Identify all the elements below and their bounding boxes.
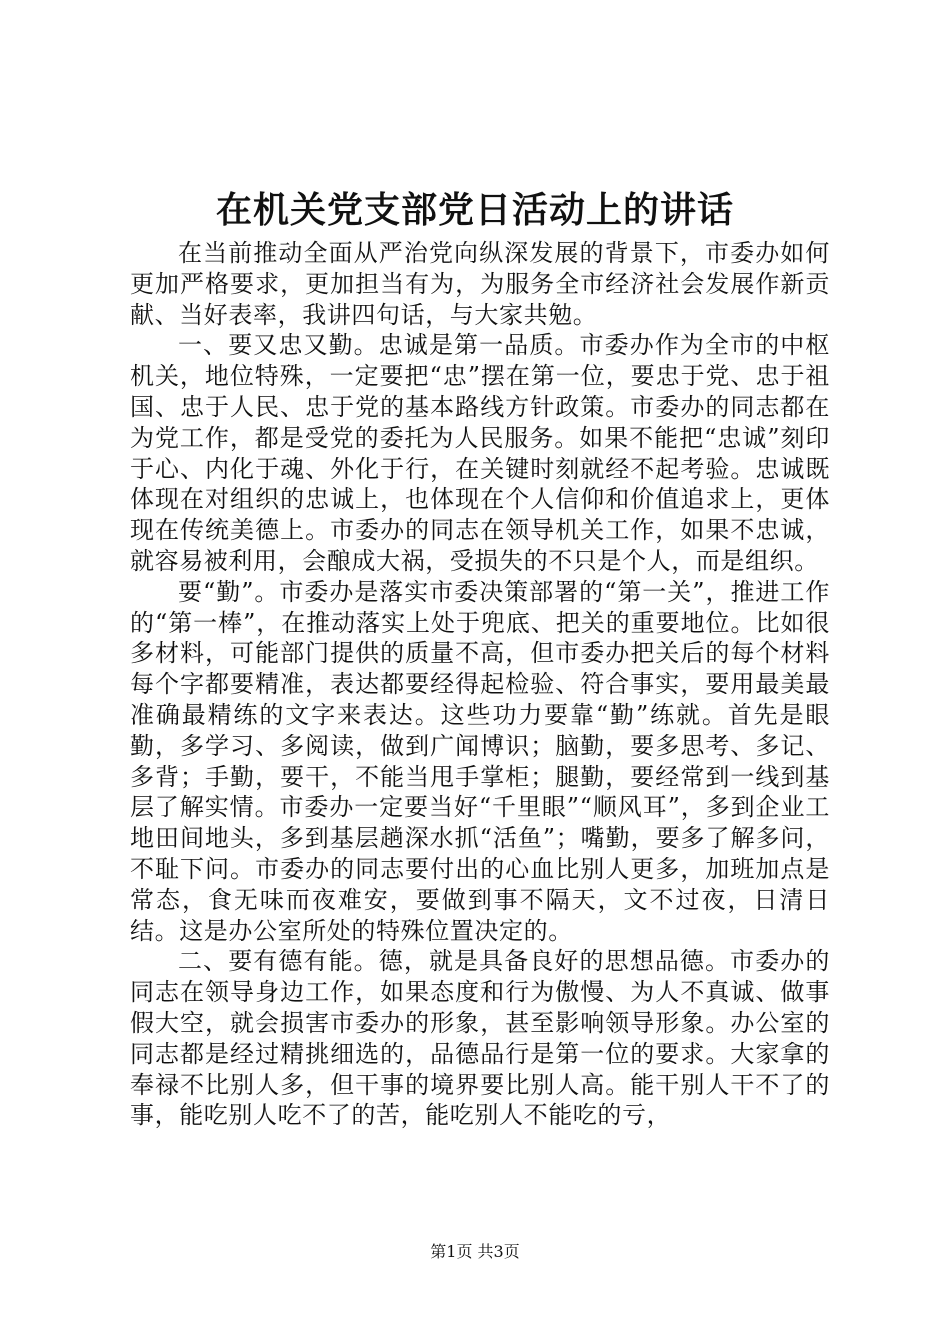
paragraph-virtue-ability: 二、要有德有能。德，就是具备良好的思想品德。市委办的同志在领导身边工作，如果态度和行为傲慢、为人不真诚、做事假大空，就会损害市委办的形象，甚至影响领导形象。办公室的同志都是经过精挑细选的，品德品行是第一位的要求。大家拿的奉禄不比别人多，但干事的境界要比别人高。能干别人干不了的事，能吃别人吃不了的苦，能吃别人不能吃的亏， <box>130 947 830 1130</box>
paragraph-diligence: 要“勤”。市委办是落实市委决策部署的“第一关”，推进工作的“第一棒”，在推动落实上处于兜底、把关的重要地位。比如很多材料，可能部门提供的质量不高，但市委办把关后的每个材料每个字都要精准，表达都要经得起检验、符合事实，要用最美最准确最精练的文字来表达。这些功力要靠“勤”练就。首先是眼勤，多学习、多阅读，做到广闻博识；脑勤，要多思考、多记、多背；手勤，要干，不能当甩手掌柜；腿勤，要经常到一线到基层了解实情。市委办一定要当好“千里眼”“顺风耳”，多到企业工地田间地头，多到基层趟深水抓“活鱼”；嘴勤，要多了解多问，不耻下问。市委办的同志要付出的心血比别人更多，加班加点是常态，食无味而夜难安，要做到事不隔天，文不过夜，日清日结。这是办公室所处的特殊位置决定的。 <box>130 577 830 945</box>
paragraph-loyalty: 一、要又忠又勤。忠诚是第一品质。市委办作为全市的中枢机关，地位特殊，一定要把“忠”摆在第一位，要忠于党、忠于祖国、忠于人民、忠于党的基本路线方针政策。市委办的同志都在为党工作，都是受党的委托为人民服务。如果不能把“忠诚”刻印于心、内化于魂、外化于行，在关键时刻就经不起考验。忠诚既体现在对组织的忠诚上，也体现在个人信仰和价值追求上，更体现在传统美德上。市委办的同志在领导机关工作，如果不忠诚，就容易被利用，会酿成大祸，受损失的不只是个人，而是组织。 <box>130 331 830 575</box>
paragraph-intro: 在当前推动全面从严治党向纵深发展的背景下，市委办如何更加严格要求，更加担当有为，为服务全市经济社会发展作新贡献、当好表率，我讲四句话，与大家共勉。 <box>130 239 830 329</box>
document-body <box>130 238 830 1131</box>
document-title: 在机关党支部党日活动上的讲话 <box>215 189 734 231</box>
page-footer: 第1页 共3页 <box>430 1242 520 1261</box>
